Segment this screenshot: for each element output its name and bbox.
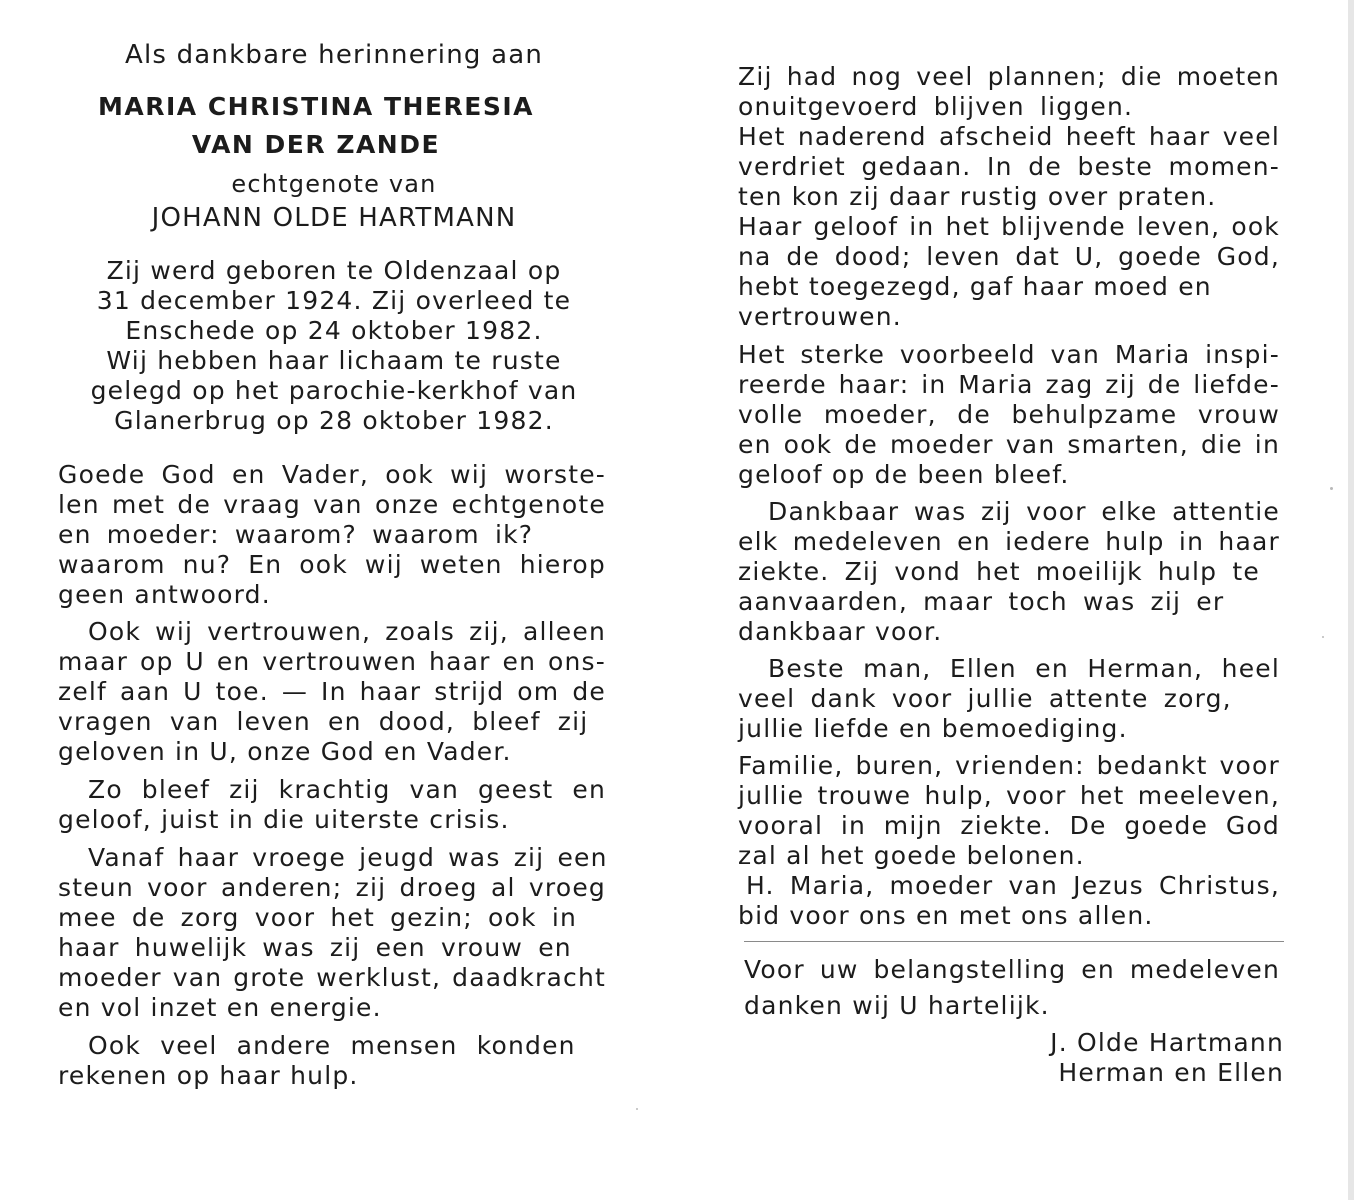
right-paragraph-4 [738,654,1280,744]
paragraph-line: Het sterke voorbeeld van Maria inspi- [738,340,1280,369]
paragraph-line: volle moeder, de behulpzame vrouw [738,400,1280,429]
paragraph-line: len met de vraag van onze echtgenote [58,490,606,519]
right-paragraph-2 [738,340,1280,490]
paragraph-line: Het naderend afscheid heeft haar veel [738,122,1280,151]
paragraph-line: geloof op de been bleef. [738,460,1070,489]
paragraph-line: jullie trouwe hulp, voor het meeleven, [738,781,1280,810]
paper-speck [636,1108,638,1110]
right-paragraph-1 [738,62,1280,332]
paragraph-line: maar op U en vertrouwen haar en ons- [58,647,606,676]
paragraph-line: haar huwelijk was zij een vrouw en [58,933,572,962]
paper-speck [1330,487,1333,490]
paragraph-line: Beste man, Ellen en Herman, heel [768,654,1280,683]
paragraph-line: en vol inzet en energie. [58,993,382,1022]
header-block [58,40,610,70]
paragraph-line: Ook wij vertrouwen, zoals zij, alleen [88,617,606,646]
paragraph-line: geen antwoord. [58,580,271,609]
paragraph-line: vooral in mijn ziekte. De goede God [738,811,1280,840]
thanks-line: danken wij U hartelijk. [744,991,1050,1020]
left-paragraph-2 [58,617,606,767]
divider-line [744,941,1284,942]
paragraph-line: vertrouwen. [738,302,902,331]
right-paragraph-3 [738,497,1280,647]
deceased-name-line2: VAN DER ZANDE [191,130,441,159]
right-paragraph-5 [738,751,1280,931]
biography-line: Zij werd geboren te Oldenzaal op [106,256,562,285]
spouse-name: JOHANN OLDE HARTMANN [151,203,517,233]
paragraph-line: zelf aan U toe. — In haar strijd om de [58,677,606,706]
deceased-name-line1: MARIA CHRISTINA THERESIA [97,92,535,121]
paragraph-line: rekenen op haar hulp. [58,1061,359,1090]
page-edge [1348,0,1354,1200]
paragraph-line: Zij had nog veel plannen; die moeten [738,62,1280,91]
paper-speck [1322,636,1324,638]
signature-line: Herman en Ellen [1058,1058,1284,1087]
paragraph-line: jullie liefde en bemoediging. [738,714,1128,743]
intro-line: Als dankbare herinnering aan [124,40,544,70]
paragraph-line: zal al het goede belonen. [738,841,1085,870]
paragraph-line: Familie, buren, vrienden: bedankt voor [738,751,1280,780]
thanks-line: Voor uw belangstelling en medeleven [744,955,1280,984]
biography-line: Wij hebben haar lichaam te ruste [106,346,562,375]
paragraph-line: Haar geloof in het blijvende leven, ook [738,212,1280,241]
paragraph-line: en moeder: waarom? waarom ik? [58,520,534,549]
name-block [58,92,574,160]
paragraph-line: geloof, juist in die uiterste crisis. [58,805,510,834]
left-paragraph-3 [58,775,606,835]
paragraph-line: na de dood; leven dat U, goede God, [738,242,1280,271]
paragraph-line: aanvaarden, maar toch was zij er [738,587,1225,616]
signature-block [738,1028,1284,1088]
paragraph-line: ten kon zij daar rustig over praten. [738,182,1217,211]
thanks-block [744,955,1280,1021]
left-paragraph-4 [58,843,606,1023]
paragraph-line: waarom nu? En ook wij weten hierop [58,550,606,579]
paragraph-line: reerde haar: in Maria zag zij de liefde- [738,370,1280,399]
biography-line: gelegd op het parochie-kerkhof van [90,376,578,405]
paragraph-line: Zo bleef zij krachtig van geest en [88,775,606,804]
paragraph-line: Ook veel andere mensen konden [88,1031,576,1060]
paragraph-line: Goede God en Vader, ook wij worste- [58,460,606,489]
paragraph-line: H. Maria, moeder van Jezus Christus, [746,871,1280,900]
relation-block [58,169,610,233]
paragraph-line: dankbaar voor. [738,617,943,646]
paragraph-line: Dankbaar was zij voor elke attentie [768,497,1280,526]
paragraph-line: hebt toegezegd, gaf haar moed en [738,272,1212,301]
paragraph-line: mee de zorg voor het gezin; ook in [58,903,578,932]
paragraph-line: en ook de moeder van smarten, die in [738,430,1280,459]
paragraph-line: veel dank voor jullie attente zorg, [738,684,1232,713]
paragraph-line: elk medeleven en iedere hulp in haar [738,527,1280,556]
paragraph-line: bid voor ons en met ons allen. [738,901,1154,930]
paragraph-line: onuitgevoerd blijven liggen. [738,92,1134,121]
paragraph-line: steun voor anderen; zij droeg al vroeg [58,873,606,902]
paragraph-line: verdriet gedaan. In de beste momen- [738,152,1280,181]
paragraph-line: geloven in U, onze God en Vader. [58,737,512,766]
left-paragraph-1 [58,460,606,610]
signature-line: J. Olde Hartmann [1050,1028,1284,1057]
paragraph-line: vragen van leven en dood, bleef zij [58,707,589,736]
paragraph-line: ziekte. Zij vond het moeilijk hulp te [738,557,1260,586]
paragraph-line: Vanaf haar vroege jeugd was zij een [88,843,608,872]
biography [58,256,610,436]
biography-line: Enschede op 24 oktober 1982. [125,316,543,345]
relation-line: echtgenote van [231,170,437,198]
biography-line: 31 december 1924. Zij overleed te [96,286,572,315]
paragraph-line: moeder van grote werklust, daadkracht [58,963,606,992]
left-paragraph-5 [58,1031,606,1091]
biography-line: Glanerbrug op 28 oktober 1982. [114,406,554,435]
